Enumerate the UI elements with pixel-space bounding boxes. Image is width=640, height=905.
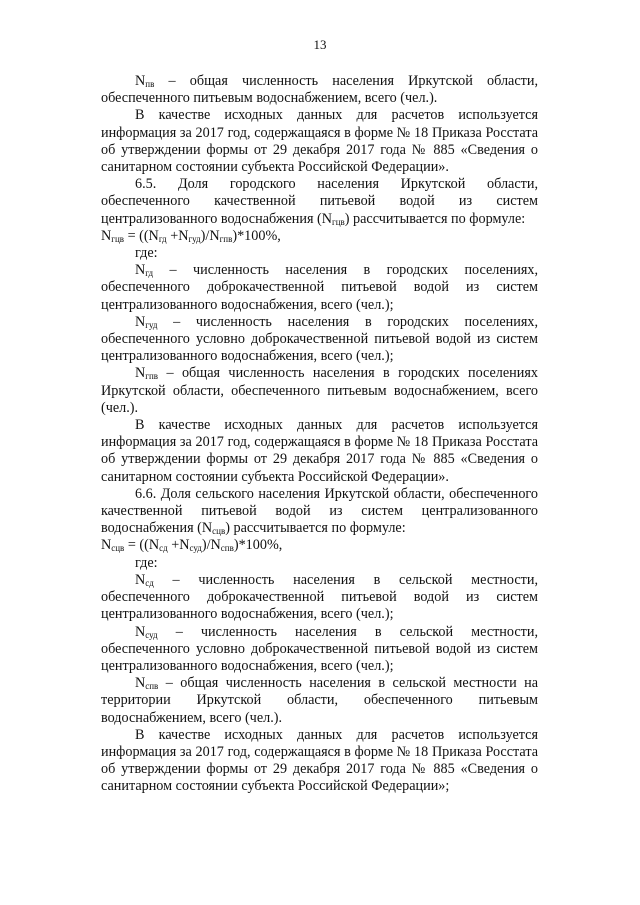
variable-symbol: N (135, 262, 146, 279)
paragraph-text: В качестве исходных данных для расчетов используется информация за 2017 год, содержащаяся в форме № 18 Приказа Росстата об утверждении формы от 29 декабря 2017 года № 885 «Сведения о санитарном состоянии субъекта Российской Федерации»; (101, 726, 538, 795)
formula-text: )/N (201, 537, 221, 554)
paragraph (101, 417, 538, 486)
formula-subscript: гд (158, 233, 167, 244)
variable-subscript: сцв (212, 526, 226, 537)
formula-subscript: сцв (111, 543, 125, 554)
paragraph-text: 6.6. Доля сельского населения Иркутской области, обеспеченного качественной питьевой водой из систем централизованного водоснабжения (N (101, 485, 538, 537)
formula-text: N (101, 227, 112, 244)
paragraph (101, 486, 538, 538)
paragraph (101, 572, 538, 624)
paragraph (101, 107, 538, 176)
paragraph (101, 176, 538, 228)
paragraph-text: – общая численность населения в сельской местности на территории Иркутской области, обеспеченного питьевым водоснабжением, всего (чел.). (101, 675, 538, 726)
paragraph-text: ) рассчитывается по формуле: (225, 520, 406, 537)
paragraph-text: – общая численность населения в городских поселениях Иркутской области, обеспеченного питьевым водоснабжением, всего (чел.). (101, 365, 538, 416)
formula-text: = ((N (124, 227, 159, 244)
formula-text: N (101, 537, 112, 554)
variable-subscript: пв (145, 79, 155, 89)
paragraph-text: 6.5. Доля городского населения Иркутской области, обеспеченного качественной питьевой водой из систем централизованного водоснабжения (N (101, 176, 538, 227)
variable-symbol: N (135, 571, 146, 588)
formula (101, 537, 538, 554)
paragraph-text: В качестве исходных данных для расчетов используется информация за 2017 год, содержащаяся в форме № 18 Приказа Росстата об утверждении формы от 29 декабря 2017 года № 885 «Сведения о санитарном состоянии субъекта Российской Федерации». (101, 417, 538, 485)
where-label: где: (135, 245, 158, 262)
formula-subscript: гуд (188, 233, 201, 244)
variable-subscript: гд (145, 268, 154, 279)
formula-text: )*100%, (233, 537, 283, 554)
formula-subscript: сд (159, 543, 168, 554)
variable-subscript: сд (145, 577, 154, 588)
paragraph (101, 262, 538, 314)
variable-symbol: N (135, 73, 146, 89)
variable-symbol: N (135, 313, 146, 330)
variable-symbol: N (135, 623, 146, 640)
paragraph (101, 624, 538, 676)
variable-symbol: N (135, 675, 146, 692)
variable-subscript: гцв (332, 216, 345, 227)
formula-text: )/N (200, 227, 220, 244)
formula-subscript: гпв (219, 233, 233, 244)
variable-subscript: суд (145, 629, 158, 640)
formula-subscript: суд (189, 543, 202, 554)
paragraph-text: ) рассчитывается по формуле: (344, 210, 526, 227)
document-body (101, 73, 538, 796)
paragraph-text: – численность населения в городских поселениях, обеспеченного доброкачественной питьевой водой из систем централизованного водоснабжения, всего (чел.); (101, 262, 538, 313)
paragraph-text: – общая численность населения Иркутской области, обеспеченного питьевым водоснабжением, всего (чел.). (101, 73, 538, 107)
formula-text: +N (167, 537, 190, 554)
paragraph (101, 73, 538, 107)
variable-symbol: N (135, 365, 146, 382)
formula-text: +N (166, 227, 189, 244)
paragraph (101, 727, 538, 796)
paragraph (101, 365, 538, 417)
formula (101, 228, 538, 245)
paragraph (101, 675, 538, 727)
variable-subscript: гпв (145, 371, 159, 382)
formula-text: = ((N (124, 537, 160, 554)
where-label: где: (135, 554, 158, 571)
formula-subscript: гцв (111, 233, 125, 244)
formula-text: )*100%, (232, 227, 281, 244)
paragraph-text: В качестве исходных данных для расчетов используется информация за 2017 год, содержащаяся в форме № 18 Приказа Росстата об утверждении формы от 29 декабря 2017 года № 885 «Сведения о санитарном состоянии субъекта Российской Федерации». (101, 107, 538, 176)
formula-subscript: спв (220, 543, 234, 554)
paragraph (101, 314, 538, 366)
paragraph-text: – численность населения в городских поселениях, обеспеченного условно доброкачественной питьевой водой из систем централизованного водоснабжения, всего (чел.); (101, 313, 538, 365)
paragraph-text: – численность населения в сельской местности, обеспеченного условно доброкачественной питьевой водой из систем централизованного водоснабжения, всего (чел.); (101, 623, 538, 674)
paragraph-text: – численность населения в сельской местности, обеспеченного доброкачественной питьевой водой из систем централизованного водоснабжения, всего (чел.); (101, 571, 538, 623)
variable-subscript: гуд (145, 319, 158, 330)
page-number: 13 (313, 37, 327, 52)
variable-subscript: спв (145, 681, 159, 692)
